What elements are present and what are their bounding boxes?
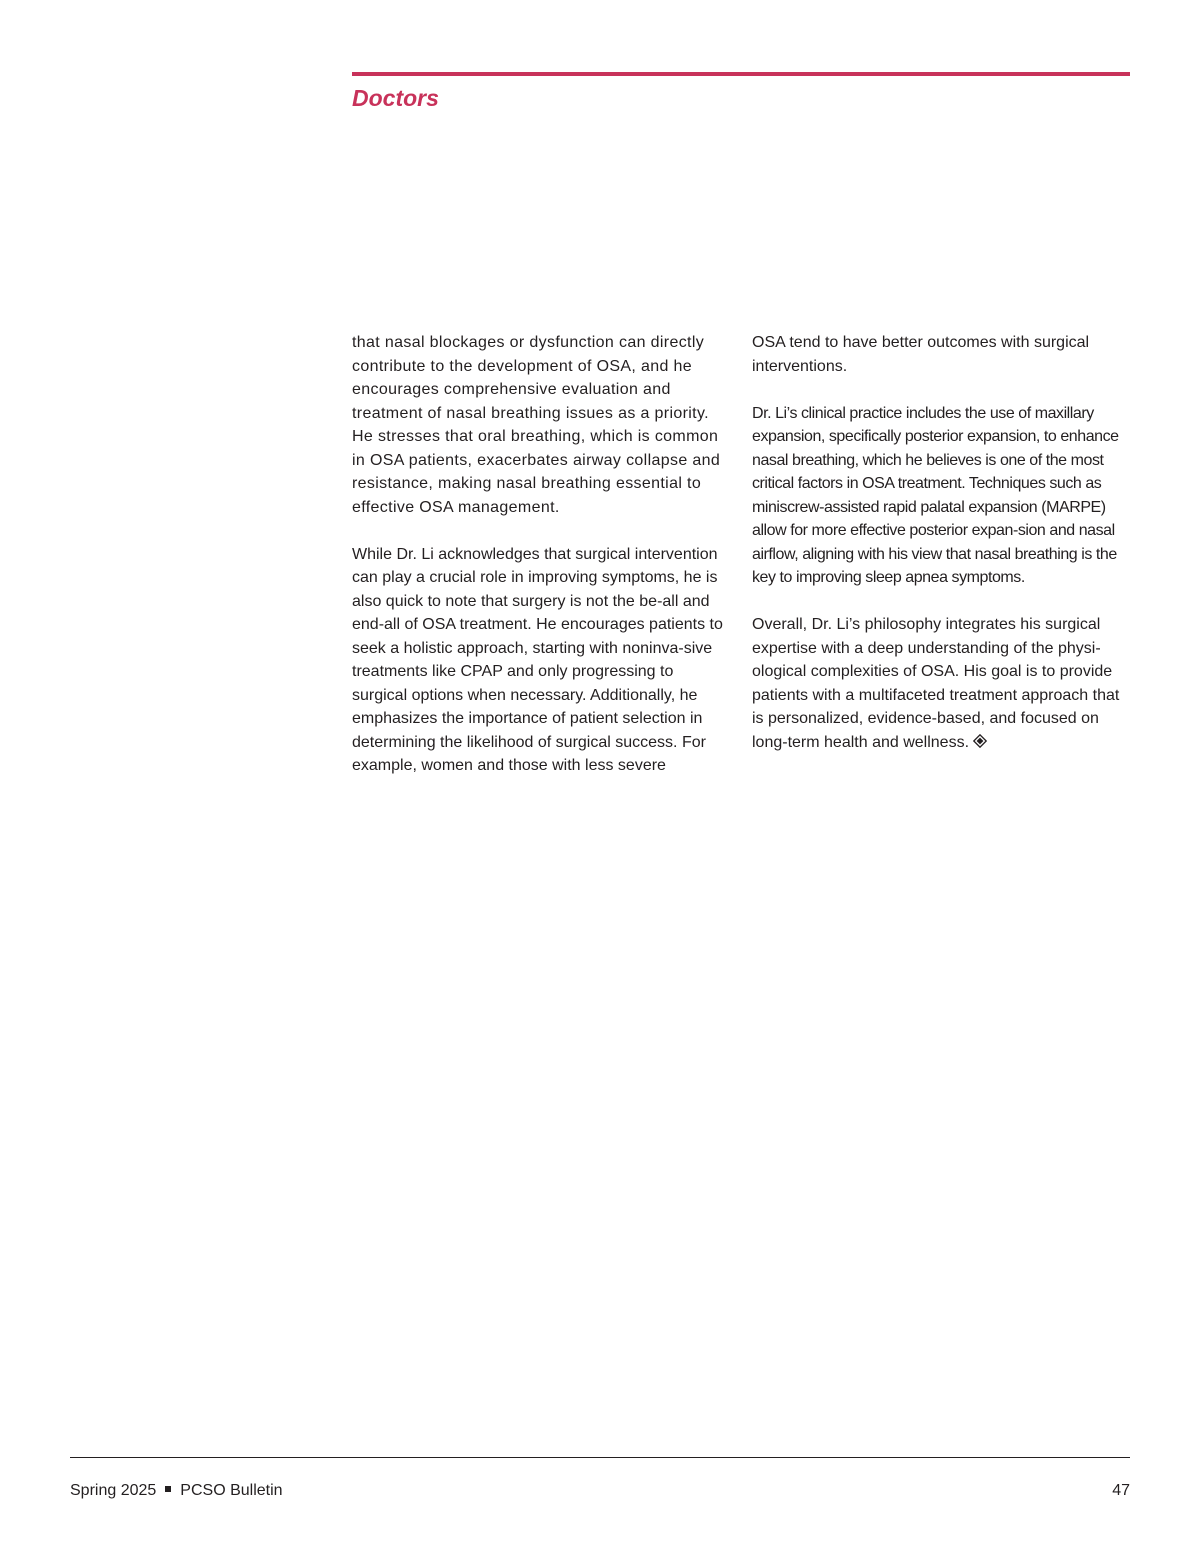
article-column-left xyxy=(352,331,730,778)
article-paragraph: While Dr. Li acknowledges that surgical intervention can play a crucial role in improving symptoms, he is also quick to note that surgery is not the be-all and end-all of OSA treatment. He encourages patients to seek a holistic approach, starting with noninva-sive treatments like CPAP and only progressing to surgical options when necessary. Additionally, he emphasizes the importance of patient selection in determining the likelihood of surgical success. For example, women and those with less severe xyxy=(352,545,723,774)
footer-rule xyxy=(70,1457,1130,1458)
section-label: Doctors xyxy=(352,85,439,111)
article-paragraph: OSA tend to have better outcomes with surgical interventions. xyxy=(752,334,1090,375)
article-paragraph: that nasal blockages or dysfunction can directly contribute to the development of OSA, and he encourages comprehensive evaluation and treatment of nasal breathing issues as a priority. He stresses that oral breathing, which is common in OSA patients, exacerbates airway collapse and resistance, making nasal breathing essential to effective OSA management. xyxy=(352,334,721,516)
diamond-end-mark-icon xyxy=(973,734,987,748)
square-bullet-icon xyxy=(165,1486,171,1492)
article-final-paragraph xyxy=(752,613,1130,754)
article-paragraph-text: Overall, Dr. Li’s philosophy integrates his surgical expertise with a deep understanding of the physi-ological complexities of OSA. His goal is to provide patients with a multifaceted treatment approach that is personalized, evidence-based, and focused on long-term health and wellness. xyxy=(752,616,1120,751)
footer-issue-line xyxy=(70,1481,283,1501)
header-rule xyxy=(352,72,1130,76)
page-number: 47 xyxy=(1112,1482,1130,1499)
footer-issue: Spring 2025 xyxy=(70,1482,157,1499)
article-paragraph: Dr. Li’s clinical practice includes the use of maxillary expansion, specifically posterior expansion, to enhance nasal breathing, which he believes is one of the most critical factors in OSA treatment. Techniques such as miniscrew-assisted rapid palatal expansion (MARPE) allow for more effective posterior expan-sion and nasal airflow, aligning with his view that nasal breathing is the key to improving sleep apnea symptoms. xyxy=(752,404,1119,586)
article-column-right xyxy=(752,331,1130,754)
footer-publication: PCSO Bulletin xyxy=(180,1482,283,1499)
